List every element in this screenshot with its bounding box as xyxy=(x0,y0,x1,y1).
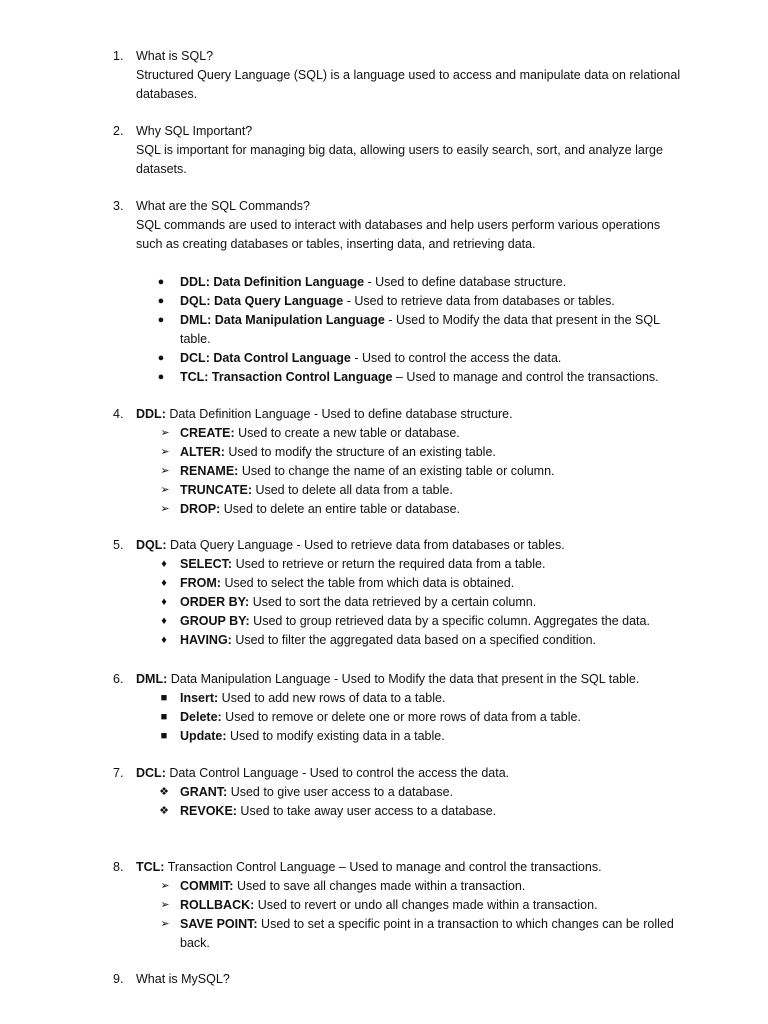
answer-line: databases. xyxy=(136,87,198,101)
command-description: - Used to retrieve data from databases or tables. xyxy=(343,294,615,308)
question-title: What is MySQL? xyxy=(136,972,230,986)
list-item-text xyxy=(180,462,555,481)
bullet-arrow-icon: ➢ xyxy=(160,465,170,477)
command-description: Used to delete all data from a table. xyxy=(251,483,453,497)
list-item-continuation: back. xyxy=(180,936,210,950)
bullet-disc-icon: ● xyxy=(157,314,165,326)
item-number: 9. xyxy=(113,972,124,986)
command-name: SAVE POINT: xyxy=(180,917,258,931)
bullet-arrow-icon: ➢ xyxy=(160,880,170,892)
section-heading xyxy=(136,858,681,877)
command-name: COMMIT: xyxy=(180,879,234,893)
section-heading xyxy=(136,764,681,783)
command-name: ALTER: xyxy=(180,445,225,459)
bullet-diamond-icon: ♦ xyxy=(161,634,167,646)
list-item-text xyxy=(180,574,514,593)
command-description: Used to change the name of an existing table or column. xyxy=(238,464,555,478)
section-label: DML: xyxy=(136,672,168,686)
section-description: Data Definition Language - Used to define database structure. xyxy=(165,407,513,421)
item-number: 4. xyxy=(113,407,124,421)
list-item-text xyxy=(180,593,536,612)
command-name: DQL: Data Query Language xyxy=(180,294,344,308)
command-name: HAVING: xyxy=(180,633,232,647)
list-item-text xyxy=(180,311,660,330)
answer-line: SQL is important for managing big data, allowing users to easily search, sort, and analyze large xyxy=(136,143,663,157)
bullet-fourdiamond-icon: ❖ xyxy=(159,805,169,817)
item-number: 2. xyxy=(113,124,124,138)
bullet-square-icon: ■ xyxy=(160,692,168,704)
command-description: Used to delete an entire table or database. xyxy=(220,502,461,516)
bullet-arrow-icon: ➢ xyxy=(160,484,170,496)
command-name: FROM: xyxy=(180,576,221,590)
bullet-disc-icon: ● xyxy=(157,352,165,364)
command-name: REVOKE: xyxy=(180,804,237,818)
section-label: DCL: xyxy=(136,766,166,780)
bullet-square-icon: ■ xyxy=(160,711,168,723)
command-description: Used to take away user access to a database. xyxy=(236,804,497,818)
list-item-text xyxy=(180,273,566,292)
section-label: DDL: xyxy=(136,407,166,421)
list-item-text xyxy=(180,481,453,500)
list-item-text xyxy=(180,631,596,650)
bullet-diamond-icon: ♦ xyxy=(161,596,167,608)
section-heading xyxy=(136,536,681,555)
list-item-text xyxy=(180,802,496,821)
answer-line: datasets. xyxy=(136,162,187,176)
list-item-text xyxy=(180,915,674,934)
section-label: DQL: xyxy=(136,538,167,552)
command-description: Used to modify existing data in a table. xyxy=(226,729,445,743)
command-description: - Used to Modify the data that present in the SQL xyxy=(384,313,661,327)
list-item-text xyxy=(180,877,525,896)
question-title: What are the SQL Commands? xyxy=(136,199,310,213)
command-name: SELECT: xyxy=(180,557,233,571)
item-number: 6. xyxy=(113,672,124,686)
command-name: DML: Data Manipulation Language xyxy=(180,313,385,327)
command-name: ROLLBACK: xyxy=(180,898,255,912)
section-description: Data Control Language - Used to control the access the data. xyxy=(165,766,510,780)
bullet-disc-icon: ● xyxy=(157,295,165,307)
command-name: Update: xyxy=(180,729,227,743)
command-name: TCL: Transaction Control Language xyxy=(180,370,393,384)
command-name: DROP: xyxy=(180,502,221,516)
command-name: GROUP BY: xyxy=(180,614,250,628)
list-item-text xyxy=(180,349,561,368)
bullet-diamond-icon: ♦ xyxy=(161,577,167,589)
list-item-text xyxy=(180,368,659,387)
list-item-text xyxy=(180,424,460,443)
list-item-text xyxy=(180,896,598,915)
command-description: Used to modify the structure of an existing table. xyxy=(224,445,496,459)
item-number: 8. xyxy=(113,860,124,874)
command-description: – Used to manage and control the transactions. xyxy=(392,370,659,384)
item-number: 1. xyxy=(113,49,124,63)
command-description: Used to remove or delete one or more rows of data from a table. xyxy=(221,710,581,724)
bullet-diamond-icon: ♦ xyxy=(161,615,167,627)
command-name: Delete: xyxy=(180,710,222,724)
command-description: Used to set a specific point in a transaction to which changes can be rolled xyxy=(257,917,674,931)
command-name: CREATE: xyxy=(180,426,235,440)
item-number: 3. xyxy=(113,199,124,213)
bullet-arrow-icon: ➢ xyxy=(160,899,170,911)
section-label: TCL: xyxy=(136,860,165,874)
command-description: Used to save all changes made within a transaction. xyxy=(233,879,526,893)
bullet-disc-icon: ● xyxy=(157,276,165,288)
section-description: Data Manipulation Language - Used to Modify the data that present in the SQL table. xyxy=(167,672,640,686)
command-name: DCL: Data Control Language xyxy=(180,351,351,365)
bullet-arrow-icon: ➢ xyxy=(160,503,170,515)
section-heading xyxy=(136,405,681,424)
list-item-text xyxy=(180,500,460,519)
list-item-text xyxy=(180,555,545,574)
command-name: Insert: xyxy=(180,691,219,705)
bullet-arrow-icon: ➢ xyxy=(160,918,170,930)
list-item-text xyxy=(180,689,445,708)
item-number: 5. xyxy=(113,538,124,552)
command-description: Used to give user access to a database. xyxy=(227,785,454,799)
command-name: RENAME: xyxy=(180,464,239,478)
item-number: 7. xyxy=(113,766,124,780)
command-description: Used to revert or undo all changes made within a transaction. xyxy=(254,898,598,912)
list-item-continuation: table. xyxy=(180,332,211,346)
command-name: ORDER BY: xyxy=(180,595,250,609)
list-item-text xyxy=(180,443,496,462)
command-description: Used to retrieve or return the required data from a table. xyxy=(232,557,546,571)
command-description: Used to create a new table or database. xyxy=(234,426,460,440)
bullet-arrow-icon: ➢ xyxy=(160,446,170,458)
list-item-text xyxy=(180,708,581,727)
command-description: Used to select the table from which data is obtained. xyxy=(220,576,515,590)
question-title: What is SQL? xyxy=(136,49,214,63)
answer-line: such as creating databases or tables, inserting data, and retrieving data. xyxy=(136,237,536,251)
answer-line: Structured Query Language (SQL) is a language used to access and manipulate data on relational xyxy=(136,68,681,82)
section-description: Transaction Control Language – Used to manage and control the transactions. xyxy=(164,860,602,874)
answer-line: SQL commands are used to interact with databases and help users perform various operations xyxy=(136,218,661,232)
command-description: - Used to define database structure. xyxy=(364,275,567,289)
command-name: DDL: Data Definition Language xyxy=(180,275,365,289)
bullet-square-icon: ■ xyxy=(160,730,168,742)
command-description: Used to add new rows of data to a table. xyxy=(218,691,446,705)
list-item-text xyxy=(180,783,453,802)
command-description: Used to filter the aggregated data based on a specified condition. xyxy=(231,633,596,647)
list-item-text xyxy=(180,727,445,746)
bullet-fourdiamond-icon: ❖ xyxy=(159,786,169,798)
command-description: Used to group retrieved data by a specific column. Aggregates the data. xyxy=(249,614,650,628)
command-description: Used to sort the data retrieved by a certain column. xyxy=(249,595,537,609)
bullet-diamond-icon: ♦ xyxy=(161,558,167,570)
command-description: - Used to control the access the data. xyxy=(350,351,562,365)
command-name: GRANT: xyxy=(180,785,228,799)
question-title: Why SQL Important? xyxy=(136,124,253,138)
list-item-text xyxy=(180,292,615,311)
section-description: Data Query Language - Used to retrieve data from databases or tables. xyxy=(166,538,565,552)
section-heading xyxy=(136,670,681,689)
command-name: TRUNCATE: xyxy=(180,483,252,497)
bullet-disc-icon: ● xyxy=(157,371,165,383)
bullet-arrow-icon: ➢ xyxy=(160,427,170,439)
list-item-text xyxy=(180,612,650,631)
